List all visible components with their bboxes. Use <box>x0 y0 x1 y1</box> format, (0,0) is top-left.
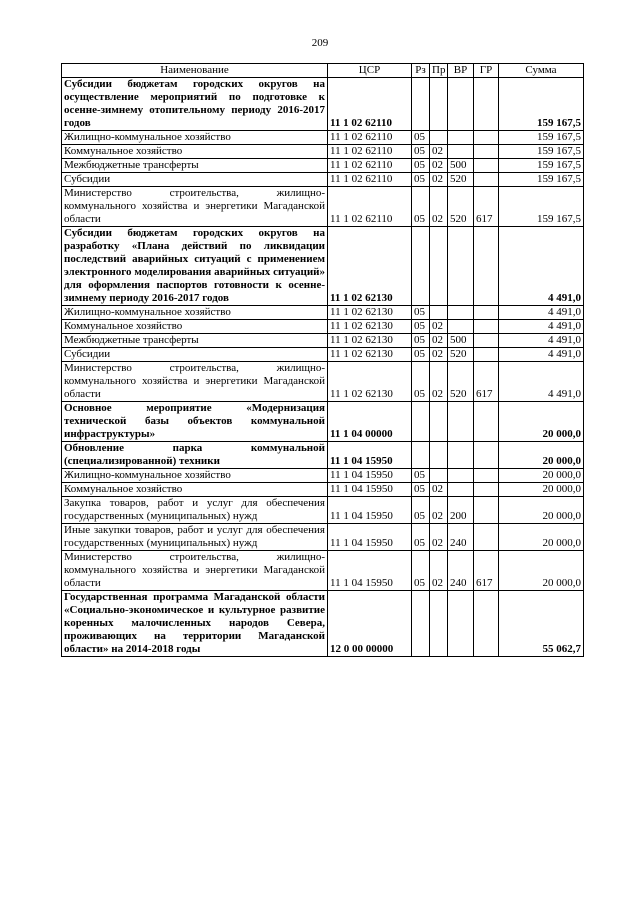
header-row <box>62 64 584 78</box>
col-header-csr: ЦСР <box>328 64 412 78</box>
col-header-rz: Рз <box>412 64 430 78</box>
cell-csr: 11 1 04 00000 <box>328 402 412 442</box>
cell-pr <box>430 591 448 657</box>
cell-pr: 02 <box>430 348 448 362</box>
cell-gr <box>474 402 499 442</box>
cell-gr <box>474 131 499 145</box>
col-header-gr: ГР <box>474 64 499 78</box>
budget-table <box>61 63 584 657</box>
cell-rz: 05 <box>412 334 430 348</box>
cell-csr: 11 1 04 15950 <box>328 497 412 524</box>
cell-sum: 20 000,0 <box>499 524 584 551</box>
cell-rz: 05 <box>412 551 430 591</box>
table-row <box>62 442 584 469</box>
cell-gr <box>474 524 499 551</box>
cell-pr: 02 <box>430 524 448 551</box>
cell-rz: 05 <box>412 159 430 173</box>
cell-sum: 20 000,0 <box>499 483 584 497</box>
cell-vr: 240 <box>448 551 474 591</box>
table-row <box>62 402 584 442</box>
table-row <box>62 483 584 497</box>
cell-csr: 11 1 02 62110 <box>328 78 412 131</box>
cell-csr: 11 1 02 62130 <box>328 362 412 402</box>
cell-name: Субсидии <box>62 348 328 362</box>
cell-sum: 159 167,5 <box>499 159 584 173</box>
cell-rz: 05 <box>412 362 430 402</box>
cell-pr: 02 <box>430 187 448 227</box>
cell-csr: 11 1 02 62110 <box>328 187 412 227</box>
cell-rz <box>412 227 430 306</box>
col-header-pr: Пр <box>430 64 448 78</box>
cell-csr: 12 0 00 00000 <box>328 591 412 657</box>
cell-vr <box>448 320 474 334</box>
cell-gr <box>474 334 499 348</box>
cell-gr <box>474 348 499 362</box>
cell-sum: 20 000,0 <box>499 402 584 442</box>
cell-sum: 159 167,5 <box>499 173 584 187</box>
cell-sum: 20 000,0 <box>499 497 584 524</box>
cell-vr: 240 <box>448 524 474 551</box>
cell-sum: 159 167,5 <box>499 131 584 145</box>
cell-sum: 4 491,0 <box>499 320 584 334</box>
cell-name: Коммунальное хозяйство <box>62 145 328 159</box>
cell-name: Иные закупки товаров, работ и услуг для обеспечения государственных (муниципальных) нужд <box>62 524 328 551</box>
cell-rz <box>412 402 430 442</box>
cell-vr <box>448 483 474 497</box>
cell-vr: 500 <box>448 159 474 173</box>
table-row <box>62 187 584 227</box>
cell-csr: 11 1 04 15950 <box>328 524 412 551</box>
cell-sum: 55 062,7 <box>499 591 584 657</box>
table-row <box>62 469 584 483</box>
cell-gr: 617 <box>474 551 499 591</box>
cell-gr <box>474 483 499 497</box>
cell-vr <box>448 227 474 306</box>
cell-vr: 520 <box>448 187 474 227</box>
cell-sum: 20 000,0 <box>499 469 584 483</box>
cell-name: Министерство строительства, жилищно-коммунального хозяйства и энергетики Магаданской области <box>62 187 328 227</box>
cell-pr <box>430 442 448 469</box>
cell-pr: 02 <box>430 334 448 348</box>
cell-name: Закупка товаров, работ и услуг для обеспечения государственных (муниципальных) нужд <box>62 497 328 524</box>
cell-rz: 05 <box>412 483 430 497</box>
page-number: 209 <box>311 37 329 49</box>
cell-gr <box>474 320 499 334</box>
cell-name: Коммунальное хозяйство <box>62 320 328 334</box>
cell-rz: 05 <box>412 469 430 483</box>
table-row <box>62 497 584 524</box>
cell-gr: 617 <box>474 362 499 402</box>
cell-name: Субсидии бюджетам городских округов на осуществление мероприятий по подготовке к осенне-зимнему отопительному периоду 2016-2017 годов <box>62 78 328 131</box>
cell-sum: 4 491,0 <box>499 306 584 320</box>
cell-pr: 02 <box>430 159 448 173</box>
cell-gr <box>474 442 499 469</box>
cell-vr <box>448 591 474 657</box>
cell-rz <box>412 442 430 469</box>
cell-rz: 05 <box>412 173 430 187</box>
cell-csr: 11 1 02 62130 <box>328 320 412 334</box>
cell-vr <box>448 145 474 159</box>
cell-rz: 05 <box>412 497 430 524</box>
cell-sum: 20 000,0 <box>499 442 584 469</box>
table-row <box>62 173 584 187</box>
cell-pr: 02 <box>430 483 448 497</box>
cell-rz <box>412 591 430 657</box>
cell-vr <box>448 402 474 442</box>
cell-gr <box>474 227 499 306</box>
cell-name: Субсидии бюджетам городских округов на разработку «Плана действий по ликвидации последствий аварийных ситуаций с применением электронного моделирования аварийных ситуаций» для оформления паспортов готовности к осенне-зимнему периоду 2016-2017 годов <box>62 227 328 306</box>
table-row <box>62 591 584 657</box>
cell-csr: 11 1 02 62110 <box>328 131 412 145</box>
col-header-name: Наименование <box>62 64 328 78</box>
cell-pr: 02 <box>430 173 448 187</box>
cell-pr: 02 <box>430 497 448 524</box>
cell-pr: 02 <box>430 320 448 334</box>
cell-rz: 05 <box>412 187 430 227</box>
cell-name: Жилищно-коммунальное хозяйство <box>62 306 328 320</box>
cell-gr <box>474 159 499 173</box>
cell-sum: 4 491,0 <box>499 227 584 306</box>
table-row <box>62 131 584 145</box>
cell-sum: 20 000,0 <box>499 551 584 591</box>
cell-vr: 200 <box>448 497 474 524</box>
cell-csr: 11 1 02 62130 <box>328 227 412 306</box>
table-row <box>62 320 584 334</box>
table-row <box>62 348 584 362</box>
cell-rz: 05 <box>412 348 430 362</box>
cell-rz: 05 <box>412 306 430 320</box>
cell-csr: 11 1 04 15950 <box>328 442 412 469</box>
table-row <box>62 551 584 591</box>
cell-gr <box>474 497 499 524</box>
cell-name: Основное мероприятие «Модернизация технической базы объектов коммунальной инфраструктуры» <box>62 402 328 442</box>
cell-vr: 500 <box>448 334 474 348</box>
cell-vr <box>448 131 474 145</box>
cell-gr: 617 <box>474 187 499 227</box>
cell-name: Межбюджетные трансферты <box>62 159 328 173</box>
cell-csr: 11 1 04 15950 <box>328 483 412 497</box>
table-row <box>62 227 584 306</box>
table-row <box>62 362 584 402</box>
table-row <box>62 145 584 159</box>
cell-vr: 520 <box>448 348 474 362</box>
cell-name: Обновление парка коммунальной (специализированной) техники <box>62 442 328 469</box>
cell-sum: 4 491,0 <box>499 362 584 402</box>
cell-pr <box>430 78 448 131</box>
cell-rz: 05 <box>412 145 430 159</box>
table-row <box>62 159 584 173</box>
cell-name: Жилищно-коммунальное хозяйство <box>62 469 328 483</box>
cell-rz: 05 <box>412 524 430 551</box>
table-row <box>62 334 584 348</box>
cell-pr: 02 <box>430 551 448 591</box>
cell-pr <box>430 131 448 145</box>
cell-gr <box>474 306 499 320</box>
cell-csr: 11 1 02 62110 <box>328 159 412 173</box>
cell-rz <box>412 78 430 131</box>
cell-gr <box>474 145 499 159</box>
cell-name: Субсидии <box>62 173 328 187</box>
cell-pr <box>430 306 448 320</box>
cell-gr <box>474 173 499 187</box>
cell-sum: 159 167,5 <box>499 78 584 131</box>
col-header-sum: Сумма <box>499 64 584 78</box>
cell-pr: 02 <box>430 362 448 402</box>
cell-csr: 11 1 02 62110 <box>328 145 412 159</box>
cell-gr <box>474 469 499 483</box>
cell-gr <box>474 591 499 657</box>
cell-sum: 159 167,5 <box>499 187 584 227</box>
cell-csr: 11 1 02 62130 <box>328 306 412 320</box>
table-body <box>62 78 584 657</box>
cell-sum: 4 491,0 <box>499 348 584 362</box>
cell-vr <box>448 469 474 483</box>
cell-sum: 4 491,0 <box>499 334 584 348</box>
cell-vr: 520 <box>448 362 474 402</box>
table-row <box>62 78 584 131</box>
cell-rz: 05 <box>412 131 430 145</box>
cell-pr <box>430 227 448 306</box>
cell-csr: 11 1 04 15950 <box>328 551 412 591</box>
cell-rz: 05 <box>412 320 430 334</box>
cell-name: Коммунальное хозяйство <box>62 483 328 497</box>
cell-vr <box>448 306 474 320</box>
cell-csr: 11 1 02 62130 <box>328 334 412 348</box>
cell-vr: 520 <box>448 173 474 187</box>
cell-name: Межбюджетные трансферты <box>62 334 328 348</box>
cell-name: Министерство строительства, жилищно-коммунального хозяйства и энергетики Магаданской области <box>62 362 328 402</box>
cell-sum: 159 167,5 <box>499 145 584 159</box>
cell-name: Государственная программа Магаданской области «Социально-экономическое и культурное развитие коренных малочисленных народов Севера, проживающих на территории Магаданской области» на 2014-2018 годы <box>62 591 328 657</box>
cell-pr: 02 <box>430 145 448 159</box>
cell-csr: 11 1 02 62110 <box>328 173 412 187</box>
cell-name: Жилищно-коммунальное хозяйство <box>62 131 328 145</box>
cell-gr <box>474 78 499 131</box>
cell-pr <box>430 469 448 483</box>
table-row <box>62 524 584 551</box>
col-header-vr: ВР <box>448 64 474 78</box>
cell-pr <box>430 402 448 442</box>
table-row <box>62 306 584 320</box>
cell-vr <box>448 78 474 131</box>
cell-name: Министерство строительства, жилищно-коммунального хозяйства и энергетики Магаданской области <box>62 551 328 591</box>
cell-vr <box>448 442 474 469</box>
cell-csr: 11 1 02 62130 <box>328 348 412 362</box>
cell-csr: 11 1 04 15950 <box>328 469 412 483</box>
